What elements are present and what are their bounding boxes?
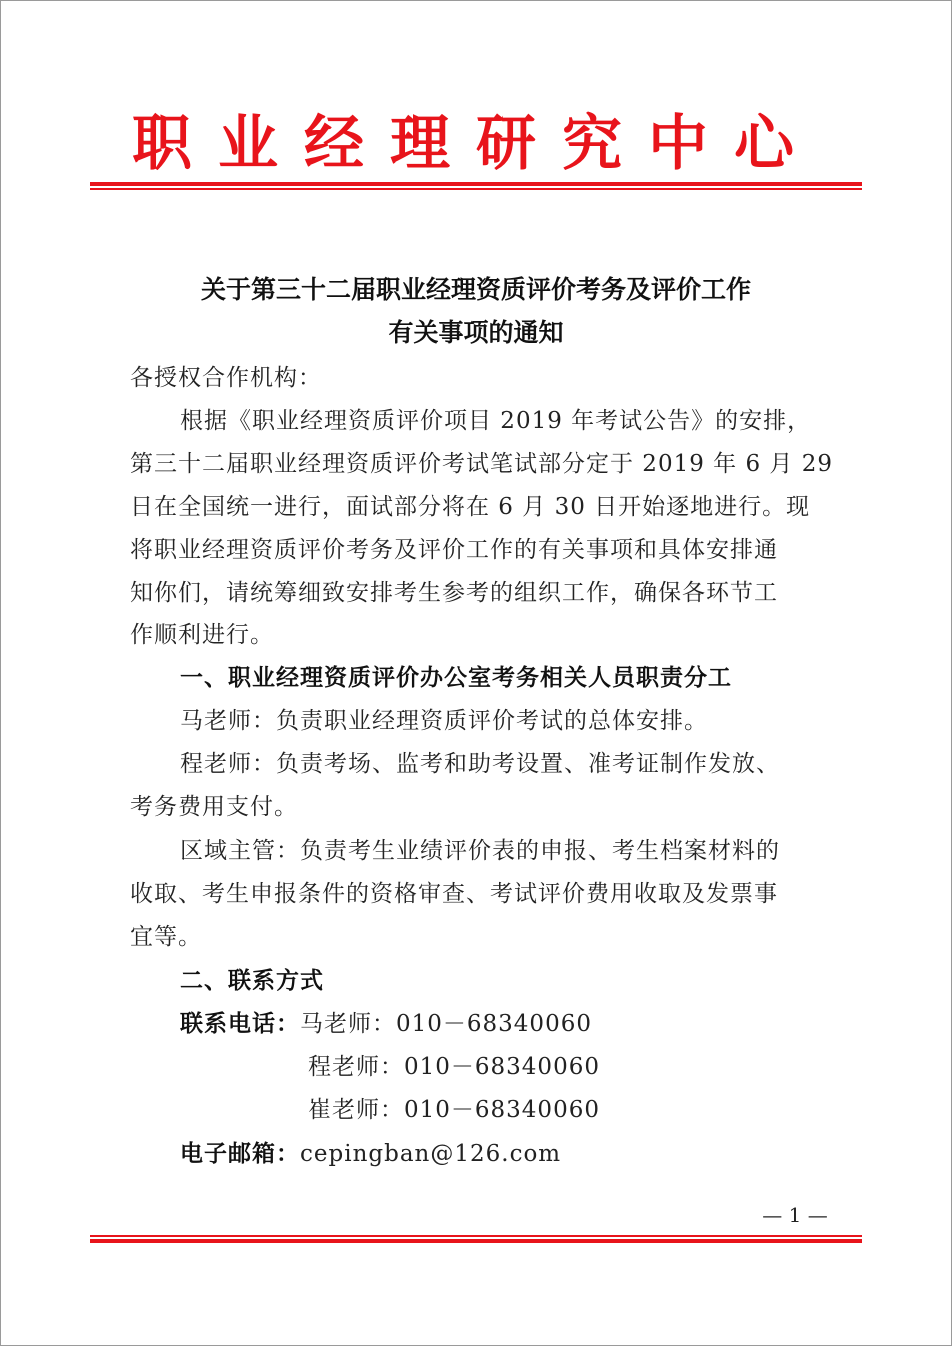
footer-rule-thick	[90, 1239, 862, 1243]
salutation: 各授权合作机构：	[130, 365, 322, 391]
intro-line: 日在全国统一进行，面试部分将在 6 月 30 日开始逐地进行。现	[130, 494, 811, 520]
duty-region: 区域主管：负责考生业绩评价表的申报、考生档案材料的	[180, 838, 780, 864]
email-row	[180, 1133, 561, 1176]
intro-line: 根据《职业经理资质评价项目 2019 年考试公告》的安排，	[180, 408, 812, 434]
duty-cheng-continued: 考务费用支付。	[130, 794, 298, 820]
phone-ma: 马老师：010－68340060	[300, 1011, 592, 1037]
letterhead-rule-thick	[90, 182, 862, 186]
duty-region-continued: 宜等。	[130, 924, 202, 950]
page-number: — 1 —	[762, 1203, 828, 1227]
intro-line: 第三十二届职业经理资质评价考试笔试部分定于 2019 年 6 月 29	[130, 451, 833, 477]
phone-label: 联系电话：	[180, 1011, 300, 1037]
intro-line: 知你们，请统筹细致安排考生参考的组织工作，确保各环节工	[130, 580, 778, 606]
phone-cui: 崔老师：010－68340060	[308, 1097, 600, 1123]
intro-line: 将职业经理资质评价考务及评价工作的有关事项和具体安排通	[130, 537, 778, 563]
notice-title-line-1: 关于第三十二届职业经理资质评价考务及评价工作	[200, 275, 751, 304]
section-2-heading: 二、联系方式	[180, 968, 324, 994]
duty-region-continued: 收取、考生申报条件的资格审查、考试评价费用收取及发票事	[130, 881, 778, 907]
footer-rule-thin	[90, 1235, 862, 1237]
email-label: 电子邮箱：	[180, 1141, 300, 1167]
duty-cheng: 程老师：负责考场、监考和助考设置、准考证制作发放、	[180, 751, 780, 777]
intro-line: 作顺利进行。	[130, 622, 274, 648]
letterhead-title: 职业经理研究中心	[132, 109, 820, 179]
email-address[interactable]: cepingban@126.com	[300, 1141, 562, 1167]
duty-ma: 马老师：负责职业经理资质评价考试的总体安排。	[180, 708, 708, 734]
notice-title-line-2: 有关事项的通知	[388, 318, 564, 347]
section-1-heading: 一、职业经理资质评价办公室考务相关人员职责分工	[180, 665, 732, 691]
phone-row	[180, 1003, 592, 1046]
letterhead-rule-thin	[90, 188, 862, 190]
phone-cheng: 程老师：010－68340060	[308, 1054, 600, 1080]
